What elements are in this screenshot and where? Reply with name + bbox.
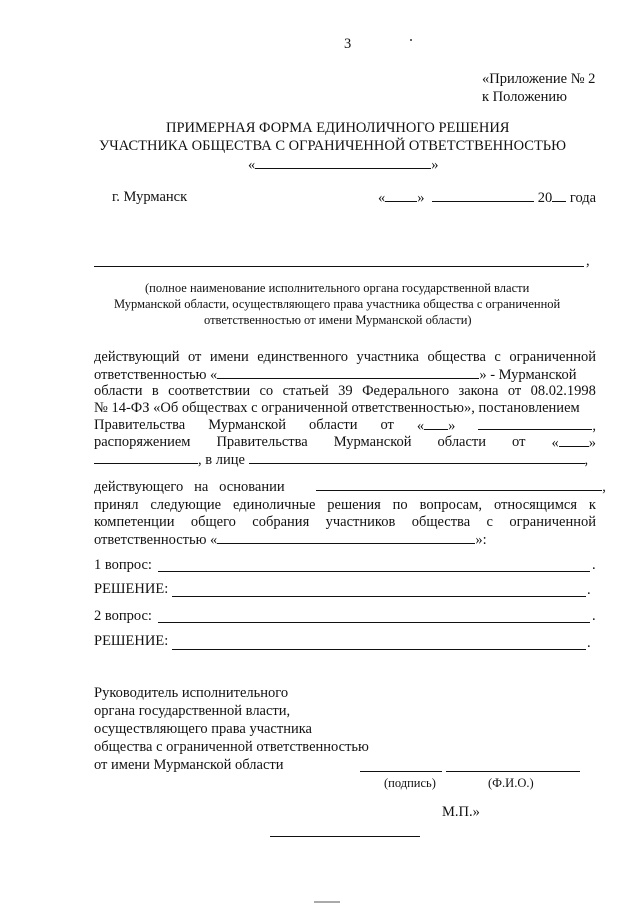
word: ограниченной [509,514,596,530]
body-line-4: № 14-ФЗ «Об обществах с ограниченной ответственностью», постановлением [94,400,580,416]
question-2-label: 2 вопрос: [94,608,152,624]
body-line-6 [94,434,596,451]
organization-comma: , [586,253,590,269]
word: к [588,497,596,513]
year-blank [552,189,566,202]
word: на [194,479,209,495]
word: собрания [252,514,310,530]
signer-line-5: от имени Мурманской области [94,757,284,773]
word: Правительства [216,434,308,450]
word: в [151,383,159,399]
org-hint-line-3: ответственностью от имени Мурманской области) [204,313,472,327]
dot: . [587,582,591,598]
word: единственного [257,349,348,365]
word: участника [356,349,419,365]
word: участников [325,514,396,530]
title-line-1: ПРИМЕРНАЯ ФОРМА ЕДИНОЛИЧНОГО РЕШЕНИЯ [166,120,510,136]
word: относящимся [493,497,578,513]
word: имени [209,349,249,365]
resolution-number: , [478,417,596,434]
word: закона [458,383,499,399]
order-date [551,434,596,451]
closing-rule [270,836,420,837]
question-1-blank [158,571,590,572]
text: , в лице [198,452,245,468]
signer-line-1: Руководитель исполнительного [94,685,289,701]
full-name-label: (Ф.И.О.) [488,776,534,790]
number-blank [478,417,592,430]
decision-2-blank [172,649,586,650]
signer-line-3: осуществляющего права участника [94,721,312,737]
title-line-2: УЧАСТНИКА ОБЩЕСТВА С ОГРАНИЧЕННОЙ ОТВЕТСТВЕННОСТЬЮ [99,138,567,154]
quote-open: « [416,418,425,434]
org-hint-line-2: Мурманской области, осуществляющего права участника общества с ограниченной [114,297,561,311]
org-hint-line-1: (полное наименование исполнительного органа государственной власти [145,281,530,295]
word: компетенции [94,514,175,530]
word: от [512,434,526,450]
date-quote-open: « [378,190,386,206]
word: действующий [94,349,180,365]
word: 08.02.1998 [530,383,596,399]
signature-label: (подпись) [384,776,436,790]
date-line [378,189,596,206]
title-company-name [248,156,439,173]
quote-close: » [431,157,439,173]
word: с [486,514,493,530]
organization-name-blank [94,266,584,267]
word: общества [427,349,486,365]
company-name-blank [217,366,479,379]
month-blank [432,189,534,202]
decision-1-blank [172,596,586,597]
day-blank [559,434,589,447]
dot: . [587,635,591,651]
company-name-blank [255,156,431,169]
stamp-label: М.П.» [442,804,480,820]
day-blank [424,417,448,430]
speck-mark [410,39,412,41]
full-name-blank [446,771,580,772]
word: Мурманской [208,417,287,433]
basis-blank [316,478,602,491]
question-2-blank [158,622,590,623]
body-line-9 [94,497,596,513]
date-quote-close: » [417,190,425,206]
text: ответственностью « [94,532,218,548]
quote-close: » [588,435,596,451]
question-1-label: 1 вопрос: [94,557,152,573]
signature-blank [360,771,442,772]
appendix-line-2: к Положению [482,89,567,105]
word: следующие [150,497,222,513]
city-label: г. Мурманск [112,189,188,205]
text: ответственностью « [94,367,218,383]
word: Мурманской [333,434,412,450]
dot: . [592,608,596,624]
decision-1-label: РЕШЕНИЕ: [94,581,169,597]
appendix-line-1: «Приложение № 2 [482,71,596,87]
word: области [437,434,487,450]
word: действующего [94,479,184,495]
word: области [94,383,143,399]
word: соответствии [168,383,251,399]
word: области [309,417,358,433]
body-line-5 [94,417,596,434]
body-line-8: действующего на основании , [94,479,606,495]
word: от [507,383,522,399]
company-name-blank [217,531,475,544]
word: с [494,349,501,365]
word: от [380,417,394,433]
day-blank [385,189,417,202]
word: Правительства [94,417,186,433]
word: основании [219,479,285,495]
year-prefix: 20 [537,190,553,206]
body-line-10 [94,514,596,530]
word: вопросам, [419,497,483,513]
text: » - Мурманской [479,367,577,383]
year-suffix: года [569,190,597,206]
resolution-date [417,417,456,434]
word: принял [94,497,139,513]
word: от [187,349,202,365]
word: решения [327,497,381,513]
page-number: 3 [344,36,352,52]
signer-line-4: общества с ограниченной ответственностью [94,739,369,755]
representative-blank [249,451,585,464]
body-line-11 [94,531,487,548]
word: единоличные [232,497,316,513]
word: ограниченной [509,349,596,365]
body-line-3 [94,383,596,399]
quote-open: « [551,435,559,451]
body-line-2 [94,366,576,383]
word: 39 [338,383,353,399]
body-line-1 [94,349,596,365]
word: статьей [282,383,329,399]
word: Федерального [362,383,450,399]
signer-line-2: органа государственной власти, [94,703,291,719]
quote-close: » [448,418,456,434]
quote-open: « [248,157,256,173]
word: по [392,497,408,513]
word: общего [190,514,236,530]
word: со [259,383,274,399]
word: общества [411,514,471,530]
body-line-7: , в лице , [94,451,588,468]
word: распоряжением [94,434,191,450]
footer-scan-mark [314,901,340,903]
dot: . [592,557,596,573]
order-number-blank [94,451,198,464]
decision-2-label: РЕШЕНИЕ: [94,633,169,649]
text: »: [475,532,487,548]
